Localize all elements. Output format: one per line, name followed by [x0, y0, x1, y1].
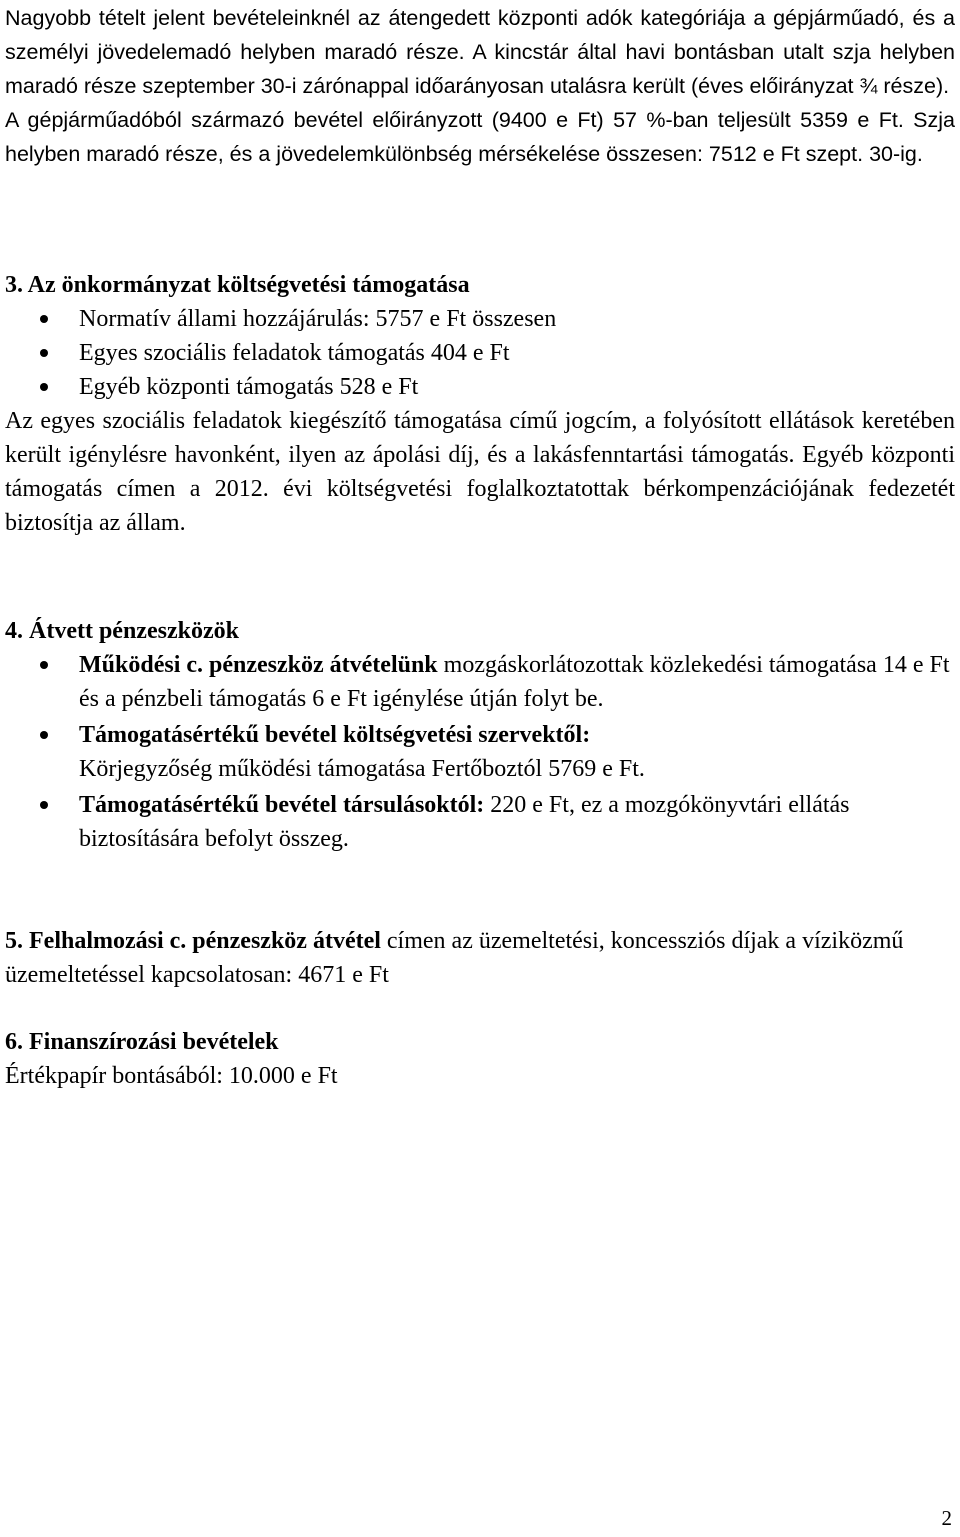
bullet-icon	[40, 661, 48, 669]
list-item	[5, 336, 955, 370]
section-4-heading: 4. Átvett pénzeszközök	[5, 618, 239, 644]
bullet-icon	[40, 315, 48, 323]
list-item	[5, 648, 955, 716]
list-item	[5, 718, 955, 786]
item-bold-label: Támogatásértékű bevétel társulásoktól:	[79, 792, 485, 818]
intro-paragraph-1: Nagyobb tételt jelent bevételeinknél az átengedett központi adók kategóriája a gépjárműadó, és a személyi jövedelemadó helyben maradó része. A kincstár által havi bontásban utalt szja helyben maradó része szeptember 30-i zárónappal időarányosan utalásra került (éves előirányzat ¾ része).	[5, 6, 955, 98]
section-6-heading: 6. Finanszírozási bevételek	[5, 1029, 279, 1055]
bullet-text: Egyes szociális feladatok támogatás 404 e Ft	[79, 340, 510, 366]
intro-paragraph-2: A gépjárműadóból származó bevétel előirányzott (9400 e Ft) 57 %-ban teljesült 5359 e Ft. Szja helyben maradó része, és a jövedelemkülönbség mérsékelése összesen: 7512 e Ft szept. 30-ig.	[5, 108, 955, 166]
item-text: 220 e Ft, ez a mozgókönyvtári ellátás biztosítására befolyt összeg.	[79, 792, 850, 852]
item-text: Körjegyzőség működési támogatása Fertőboztól 5769 e Ft.	[79, 756, 645, 782]
page-number: 2	[941, 1506, 952, 1530]
item-bold-label: Támogatásértékű bevétel költségvetési szervektől:	[79, 722, 591, 748]
bullet-icon	[40, 801, 48, 809]
section-6-text: Értékpapír bontásából: 10.000 e Ft	[5, 1063, 338, 1089]
bullet-icon	[40, 349, 48, 357]
section-3-bullet-list	[5, 302, 955, 404]
section-5-paragraph	[5, 924, 955, 992]
bullet-icon	[40, 383, 48, 391]
section-5-text: címen az üzemeltetési, koncessziós díjak a víziközmű üzemeltetéssel kapcsolatosan: 4671 e Ft	[5, 928, 904, 988]
section-3-heading: 3. Az önkormányzat költségvetési támogatása	[5, 272, 470, 298]
list-item	[5, 370, 955, 404]
list-item	[5, 788, 955, 856]
bullet-text: Normatív állami hozzájárulás: 5757 e Ft összesen	[79, 306, 557, 332]
list-item	[5, 302, 955, 336]
item-text: mozgáskorlátozottak közlekedési támogatása 14 e Ft és a pénzbeli támogatás 6 e Ft igénylése útján folyt be.	[79, 652, 950, 712]
item-bold-label: Működési c. pénzeszköz átvételünk	[79, 652, 438, 678]
section-5-bold-label: 5. Felhalmozási c. pénzeszköz átvétel	[5, 928, 381, 954]
intro-block	[5, 1, 955, 171]
bullet-text: Egyéb központi támogatás 528 e Ft	[79, 374, 419, 400]
bullet-icon	[40, 731, 48, 739]
section-4-bullet-list	[5, 648, 955, 856]
section-3-paragraph: Az egyes szociális feladatok kiegészítő támogatása című jogcím, a folyósított ellátások keretében került igénylésre havonként, ilyen az ápolási díj, és a lakásfenntartási támogatás. Egyéb központi támogatás címen a 2012. évi költségvetési foglalkoztatottak bérkompenzációjának fedezetét biztosítja az állam.	[5, 408, 955, 536]
